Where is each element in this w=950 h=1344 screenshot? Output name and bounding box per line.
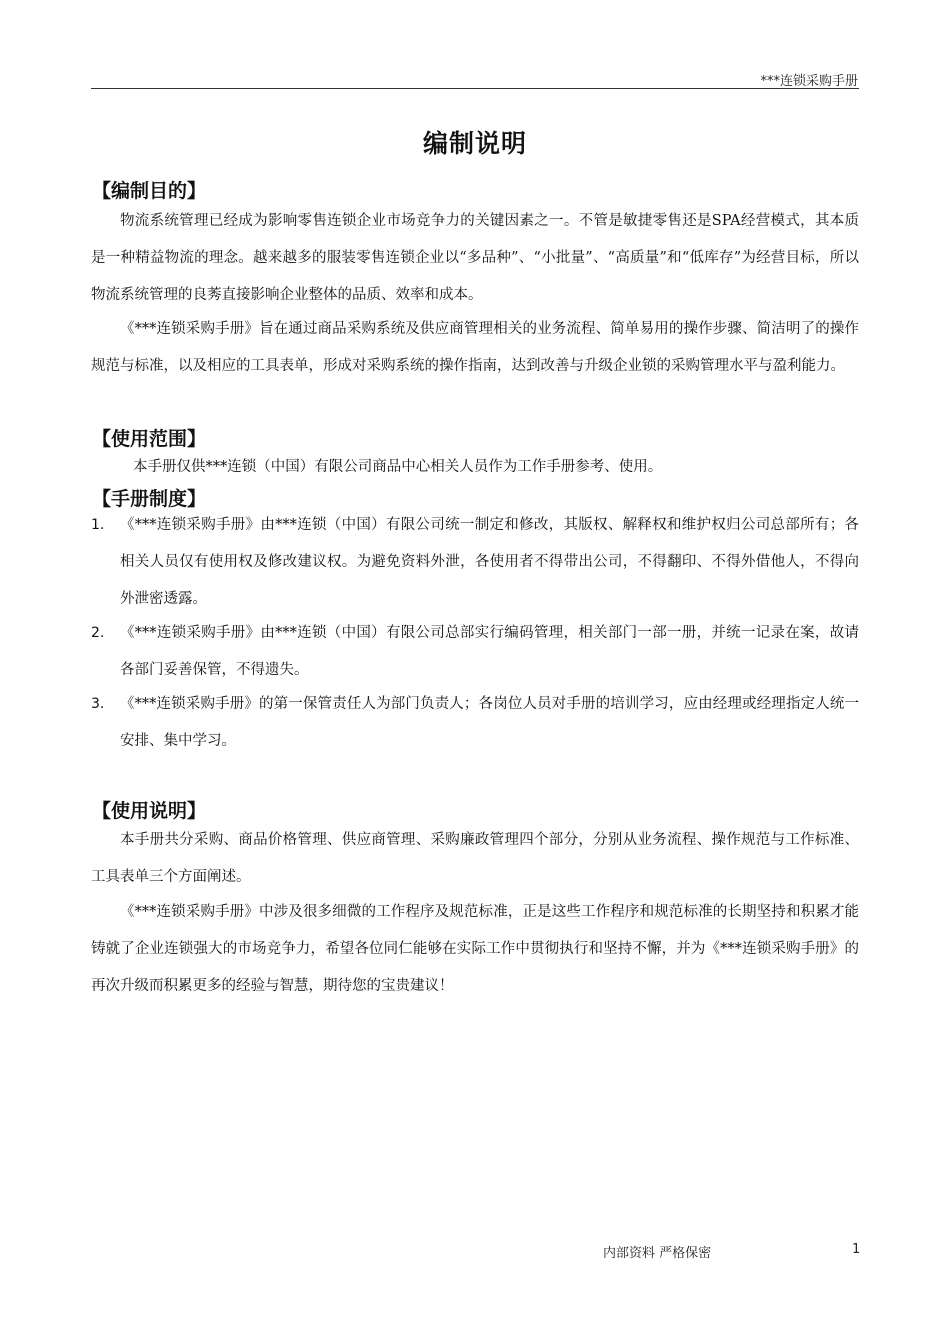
footer-confidential: 内部资料 严格保密 [603,1246,712,1261]
rules-list-item [91,686,859,760]
list-item-text: 《***连锁采购手册》由***连锁（中国）有限公司统一制定和修改，其版权、解释权和维护权归公司总部所有；各相关人员仅有使用权及修改建议权。为避免资料外泄，各使用者不得带出公司，不得翻印、不得外借他人，不得向外泄密透露。 [120,517,859,607]
purpose-paragraph-1: 物流系统管理已经成为影响零售连锁企业市场竞争力的关键因素之一。不管是敏捷零售还是SPA经营模式，其本质是一种精益物流的理念。越来越多的服装零售连锁企业以“多品种”、“小批量”、“高质量”和“低库存”为经营目标，所以物流系统管理的良莠直接影响企业整体的品质、效率和成本。 [91,213,859,303]
page-title: 编制说明 [422,129,527,158]
usage-paragraph-2: 《***连锁采购手册》中涉及很多细微的工作程序及规范标准，正是这些工作程序和规范标准的长期坚持和积累才能铸就了企业连锁强大的市场竞争力，希望各位同仁能够在实际工作中贯彻执行和坚持不懈，并为《***连锁采购手册》的再次升级而积累更多的经验与智慧，期待您的宝贵建议！ [91,904,859,994]
heading-usage: 【使用说明】 [92,800,207,822]
usage-paragraph-1: 本手册共分采购、商品价格管理、供应商管理、采购廉政管理四个部分，分别从业务流程、操作规范与工作标准、工具表单三个方面阐述。 [91,832,859,885]
list-number: 3. [91,696,105,712]
heading-rules: 【手册制度】 [92,488,207,510]
rules-list-item [91,615,859,689]
page-number: 1 [852,1242,861,1257]
scope-paragraph: 本手册仅供***连锁（中国）有限公司商品中心相关人员作为工作手册参考、使用。 [133,459,663,475]
list-number: 1. [91,517,105,533]
rules-list-item [91,507,859,618]
header-rule [91,88,859,89]
list-item-text: 《***连锁采购手册》由***连锁（中国）有限公司总部实行编码管理，相关部门一部一册，并统一记录在案，故请各部门妥善保管，不得遗失。 [120,625,859,678]
list-item-text: 《***连锁采购手册》的第一保管责任人为部门负责人；各岗位人员对手册的培训学习，应由经理或经理指定人统一安排、集中学习。 [120,696,859,749]
heading-scope: 【使用范围】 [92,428,207,450]
heading-purpose: 【编制目的】 [92,180,207,202]
list-number: 2. [91,625,105,641]
purpose-paragraph-2: 《***连锁采购手册》旨在通过商品采购系统及供应商管理相关的业务流程、简单易用的操作步骤、简洁明了的操作规范与标准，以及相应的工具表单，形成对采购系统的操作指南，达到改善与升级企业锁的采购管理水平与盈利能力。 [91,321,859,374]
header-title: ***连锁采购手册 [760,74,858,89]
